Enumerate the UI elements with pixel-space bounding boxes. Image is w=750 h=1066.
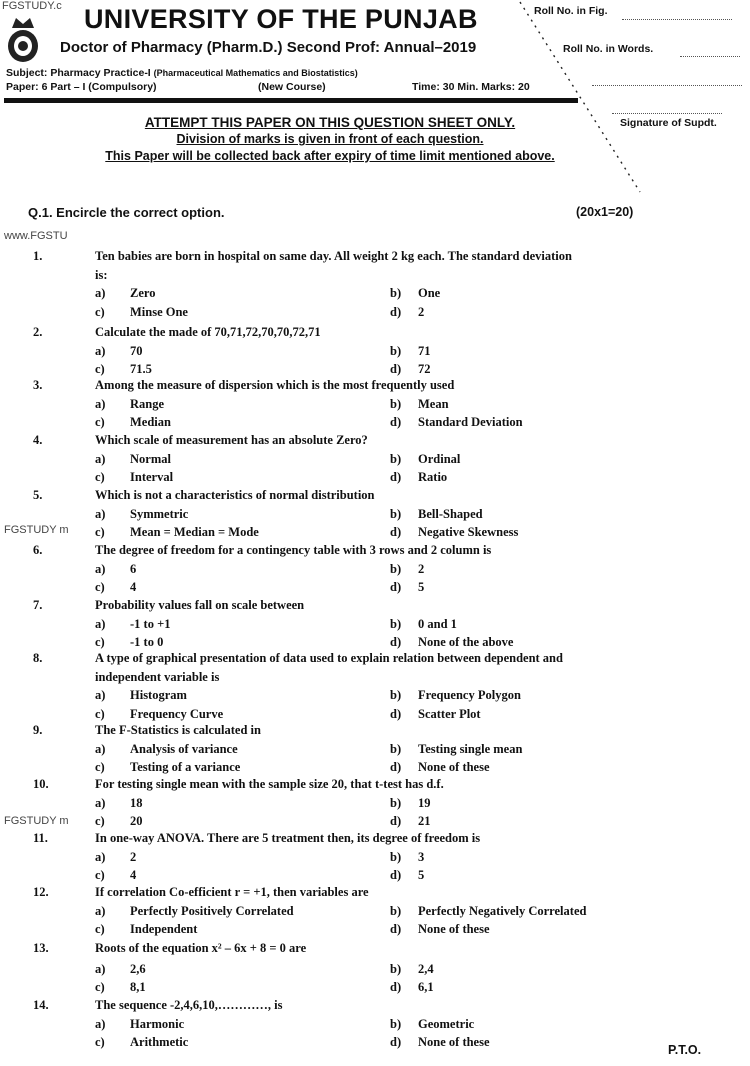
option-text: 5 <box>418 580 425 594</box>
option-text: Scatter Plot <box>418 706 481 721</box>
course-info: (New Course) <box>258 81 326 93</box>
question-text: Probability values fall on scale between <box>95 598 305 612</box>
option-letter: b) <box>390 795 402 810</box>
roll-no-words-field[interactable] <box>680 55 740 57</box>
option-text: Range <box>130 396 165 411</box>
option-text: 2 <box>418 304 425 319</box>
option-letter: c) <box>95 470 105 484</box>
section-marks: (20x1=20) <box>576 205 634 219</box>
option-text: Perfectly Negatively Correlated <box>418 903 587 918</box>
option-text: 0 and 1 <box>418 616 457 631</box>
option-letter: a) <box>95 849 106 864</box>
question-number: 10. <box>33 777 49 791</box>
question-text: The sequence -2,4,6,10,…………, is <box>95 998 283 1012</box>
option-letter: d) <box>390 814 402 828</box>
option-letter: a) <box>95 451 106 466</box>
option-letter: d) <box>390 1035 402 1049</box>
university-title: UNIVERSITY OF THE PUNJAB <box>84 4 478 34</box>
question-number: 8. <box>33 651 43 665</box>
option-text: 71.5 <box>130 362 152 376</box>
option-letter: b) <box>390 396 402 411</box>
option-text: 18 <box>130 795 143 810</box>
option-letter: c) <box>95 980 105 994</box>
option-text: Interval <box>130 470 174 484</box>
option-letter: c) <box>95 580 105 594</box>
option-text: 71 <box>418 343 431 358</box>
option-text: None of the above <box>418 635 514 649</box>
option-text: Mean <box>418 396 449 411</box>
option-text: Median <box>130 415 171 429</box>
option-text: Negative Skewness <box>418 525 519 539</box>
question-text: A type of graphical presentation of data used to explain relation between dependent and <box>95 651 563 665</box>
option-letter: b) <box>390 961 402 976</box>
question-text: If correlation Co-efficient r = +1, then variables are <box>95 885 369 899</box>
option-text: Zero <box>130 286 156 300</box>
option-text: Perfectly Positively Correlated <box>130 903 294 918</box>
option-letter: d) <box>390 706 402 721</box>
time-marks: Time: 30 Min. Marks: 20 <box>412 81 530 93</box>
option-text: Ordinal <box>418 451 461 466</box>
watermark: FGSTUDY m <box>4 524 69 536</box>
option-letter: a) <box>95 688 106 702</box>
roll-no-words-label: Roll No. in Words. <box>563 43 654 55</box>
instruction-1: ATTEMPT THIS PAPER ON THIS QUESTION SHEET ONLY. <box>144 115 516 130</box>
option-letter: c) <box>95 525 105 539</box>
option-letter: b) <box>390 451 402 466</box>
option-letter: c) <box>95 415 105 429</box>
option-letter: c) <box>95 760 105 774</box>
option-letter: b) <box>390 688 402 702</box>
option-text: Geometric <box>418 1016 475 1031</box>
university-logo <box>4 14 42 66</box>
option-text: One <box>418 286 441 300</box>
option-text: Frequency Curve <box>130 706 224 721</box>
option-letter: c) <box>95 1035 105 1049</box>
option-text: 2 <box>130 849 137 864</box>
option-text: Analysis of variance <box>130 741 238 756</box>
option-letter: d) <box>390 415 402 429</box>
option-text: 6,1 <box>418 980 434 994</box>
option-text: 70 <box>130 343 143 358</box>
option-letter: a) <box>95 506 106 521</box>
option-letter: a) <box>95 396 106 411</box>
option-letter: d) <box>390 304 402 319</box>
signature-label: Signature of Supdt. <box>620 117 717 129</box>
header-rule <box>4 98 578 103</box>
watermark: FGSTUDY.c <box>2 0 62 12</box>
question-number: 4. <box>33 433 43 447</box>
option-letter: b) <box>390 616 402 631</box>
question-text: In one-way ANOVA. There are 5 treatment then, its degree of freedom is <box>95 831 481 845</box>
option-text: 4 <box>130 580 137 594</box>
watermark: FGSTUDY m <box>4 815 69 827</box>
option-text: None of these <box>418 760 490 774</box>
option-text: 5 <box>418 868 425 882</box>
option-text: Ratio <box>418 470 448 484</box>
option-letter: d) <box>390 635 402 649</box>
section-title: Q.1. Encircle the correct option. <box>28 205 225 220</box>
option-text: Symmetric <box>130 506 189 521</box>
option-text: 20 <box>130 814 143 828</box>
option-letter: a) <box>95 1016 106 1031</box>
instruction-3: This Paper will be collected back after expiry of time limit mentioned above. <box>105 149 555 163</box>
option-letter: d) <box>390 580 402 594</box>
option-letter: c) <box>95 814 105 828</box>
question-text: independent variable is <box>95 669 220 684</box>
option-letter: a) <box>95 616 106 631</box>
question-number: 14. <box>33 998 49 1012</box>
question-number: 5. <box>33 488 43 502</box>
question-number: 13. <box>33 941 49 955</box>
option-letter: a) <box>95 343 106 358</box>
question-number: 7. <box>33 598 43 612</box>
option-text: Arithmetic <box>130 1035 189 1049</box>
option-letter: d) <box>390 470 402 484</box>
option-letter: b) <box>390 1016 402 1031</box>
option-letter: d) <box>390 760 402 774</box>
option-letter: a) <box>95 286 106 300</box>
option-letter: b) <box>390 286 402 300</box>
signature-field[interactable] <box>612 112 722 114</box>
option-text: Normal <box>130 451 171 466</box>
question-text: Ten babies are born in hospital on same day. All weight 2 kg each. The standard deviation <box>95 249 572 263</box>
question-text: is: <box>95 267 108 282</box>
option-text: 3 <box>418 849 425 864</box>
option-letter: c) <box>95 362 105 376</box>
option-letter: b) <box>390 741 402 756</box>
option-text: Testing of a variance <box>130 760 241 774</box>
option-text: Testing single mean <box>418 741 523 756</box>
option-text: -1 to 0 <box>130 635 164 649</box>
question-number: 6. <box>33 543 43 557</box>
option-text: None of these <box>418 922 490 936</box>
watermark: www.FGSTU <box>4 230 68 242</box>
option-text: Harmonic <box>130 1016 185 1031</box>
option-text: 19 <box>418 795 431 810</box>
option-text: 2,4 <box>418 961 434 976</box>
option-text: Mean = Median = Mode <box>130 525 259 539</box>
option-text: Standard Deviation <box>418 415 523 429</box>
option-letter: b) <box>390 849 402 864</box>
question-number: 12. <box>33 885 49 899</box>
roll-no-words-field-2[interactable] <box>592 84 742 86</box>
option-letter: c) <box>95 706 105 721</box>
question-text: The F-Statistics is calculated in <box>95 723 261 737</box>
option-text: 4 <box>130 868 137 882</box>
instruction-2: Division of marks is given in front of each question. <box>176 132 484 146</box>
question-number: 11. <box>33 831 48 845</box>
roll-no-figures-label: Roll No. in Fig. <box>534 5 608 17</box>
option-text: Minse One <box>130 304 188 319</box>
option-letter: c) <box>95 868 105 882</box>
option-text: Histogram <box>130 688 187 702</box>
option-letter: c) <box>95 922 105 936</box>
question-text: Calculate the made of 70,71,72,70,70,72,71 <box>95 325 321 339</box>
option-text: Independent <box>130 922 198 936</box>
question-text: Among the measure of dispersion which is the most frequently used <box>95 378 455 392</box>
page-turn-over: P.T.O. <box>668 1043 702 1057</box>
option-letter: d) <box>390 362 402 376</box>
option-letter: b) <box>390 561 402 576</box>
option-text: Frequency Polygon <box>418 688 521 702</box>
option-letter: d) <box>390 525 402 539</box>
option-text: Bell-Shaped <box>418 506 483 521</box>
option-letter: c) <box>95 304 105 319</box>
option-text: -1 to +1 <box>130 616 171 631</box>
degree-title: Doctor of Pharmacy (Pharm.D.) Second Prof: Annual–2019 <box>60 39 477 56</box>
option-letter: a) <box>95 741 106 756</box>
question-text: Which is not a characteristics of normal distribution <box>95 488 375 502</box>
paper-info: Paper: 6 Part – I (Compulsory) <box>6 81 157 93</box>
question-number: 2. <box>33 325 43 339</box>
option-letter: d) <box>390 922 402 936</box>
question-number: 3. <box>33 378 43 392</box>
option-text: 2,6 <box>130 961 146 976</box>
question-text: Which scale of measurement has an absolute Zero? <box>95 433 368 447</box>
option-letter: a) <box>95 961 106 976</box>
option-letter: b) <box>390 903 402 918</box>
subject-label: Subject: Pharmacy Practice-I <box>6 67 151 79</box>
option-text: None of these <box>418 1035 490 1049</box>
option-letter: d) <box>390 868 402 882</box>
question-number: 1. <box>33 249 43 263</box>
roll-no-figures-field[interactable] <box>622 18 732 20</box>
subject-line <box>6 67 358 79</box>
option-letter: d) <box>390 980 402 994</box>
option-text: 72 <box>418 362 431 376</box>
option-letter: a) <box>95 795 106 810</box>
question-text: For testing single mean with the sample size 20, that t-test has d.f. <box>95 777 444 791</box>
question-number: 9. <box>33 723 43 737</box>
option-letter: a) <box>95 561 106 576</box>
option-text: 8,1 <box>130 980 146 994</box>
option-letter: b) <box>390 343 402 358</box>
option-letter: b) <box>390 506 402 521</box>
question-text: Roots of the equation x² – 6x + 8 = 0 are <box>95 941 307 955</box>
question-text: The degree of freedom for a contingency table with 3 rows and 2 column is <box>95 543 492 557</box>
option-text: 6 <box>130 561 137 576</box>
option-text: 21 <box>418 814 431 828</box>
option-letter: c) <box>95 635 105 649</box>
subject-detail: (Pharmaceutical Mathematics and Biostatistics) <box>153 68 358 78</box>
option-text: 2 <box>418 561 425 576</box>
option-letter: a) <box>95 903 106 918</box>
